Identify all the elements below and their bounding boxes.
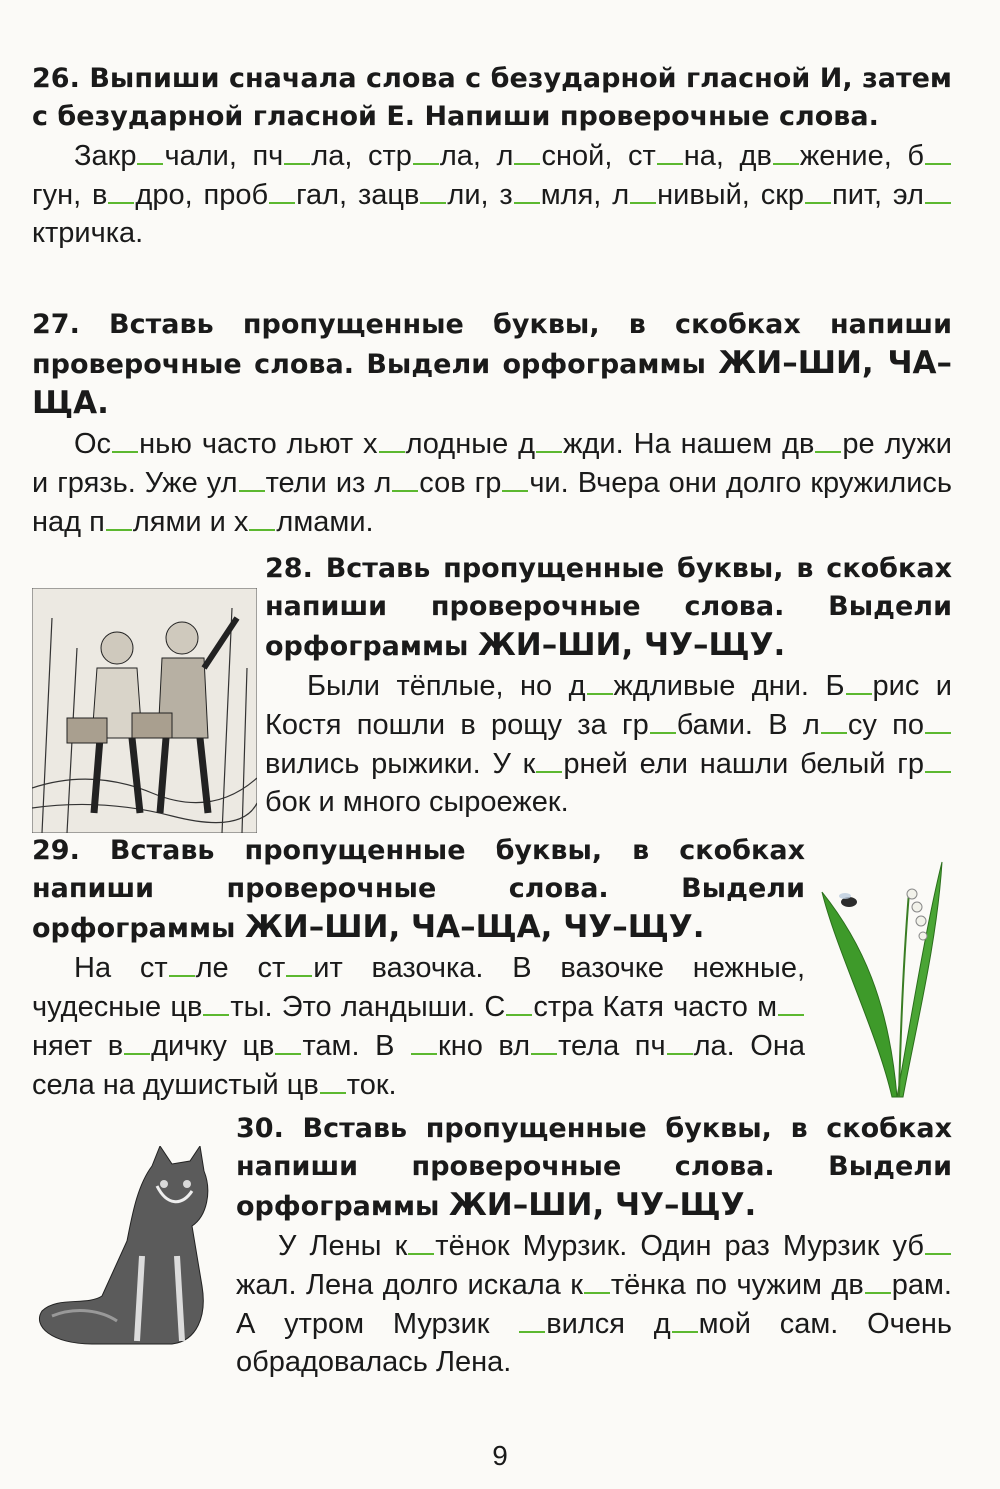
task-heading <box>32 60 952 136</box>
letter-gap <box>778 987 804 1016</box>
letter-gap <box>865 1265 891 1294</box>
lily-of-the-valley-picture <box>817 832 952 1102</box>
task-text: На ст ле ст ит вазочка. В вазочке нежные, чудесные цв ты. Это ландыши. С стра Катя часто мняет в дичку цв там. В кно вл тела пч ла. Она села на душистый цв ток. <box>32 948 952 1104</box>
letter-gap <box>506 987 532 1016</box>
letter-gap <box>925 136 951 165</box>
letter-gap <box>630 175 656 204</box>
task-27 <box>32 306 952 541</box>
letter-gap <box>392 463 418 492</box>
task-instruction: Вставь пропущенные буквы, в скобках напиши проверочные слова. Выдели орфограммы <box>265 553 953 662</box>
letter-gap <box>379 424 405 453</box>
letter-gap <box>815 424 841 453</box>
letter-gap <box>137 136 163 165</box>
letter-gap <box>502 463 528 492</box>
task-number: 28. <box>265 553 313 584</box>
task-26 <box>32 60 952 252</box>
letter-gap <box>514 175 540 204</box>
letter-gap <box>514 136 540 165</box>
letter-gap <box>249 502 275 531</box>
task-29 <box>32 832 952 1104</box>
task-instruction: Вставь пропущенные буквы, в скобках напиши проверочные слова. Выдели орфограммы <box>32 309 952 380</box>
letter-gap <box>320 1065 346 1094</box>
kitten-picture <box>32 1146 222 1346</box>
orthogram-label: ЖИ–ШИ, ЧА–ЩА. <box>32 345 953 421</box>
task-text: Ос нью часто льют х лодные д жди. На нашем дв ре лужи и грязь. Уже ул тели из л сов гр чи. Вчера они долго кружились над п лями и х лмами. <box>32 424 952 541</box>
task-text: Закр чали, пч ла, стр ла, л сной, ст на, дв жение, бгун, в дро, проб гал, зацв ли, з мля, л нивый, скр пит, элктричка. <box>32 136 952 252</box>
boys-picture <box>32 588 257 833</box>
letter-gap <box>275 1026 301 1055</box>
letter-gap <box>536 744 562 773</box>
letter-gap <box>925 744 951 773</box>
letter-gap <box>773 136 799 165</box>
letter-gap <box>408 1226 434 1255</box>
task-28-layout <box>32 550 952 833</box>
letter-gap <box>667 1026 693 1055</box>
letter-gap <box>411 1026 437 1055</box>
letter-gap <box>531 1026 557 1055</box>
letter-gap <box>420 175 446 204</box>
task-text: Были тёплые, но д ждливые дни. Б рис и Костя пошли в рощу за гр бами. В л су повились рыжики. У к рней ели нашли белый грбок и много сыроежек. <box>32 666 952 821</box>
letter-gap <box>650 705 676 734</box>
task-number: 30. <box>236 1113 284 1144</box>
letter-gap <box>239 463 265 492</box>
letter-gap <box>124 1026 150 1055</box>
orthogram-label: ЖИ–ШИ, ЧУ–ЩУ. <box>477 627 786 663</box>
task-number: 26. <box>32 63 80 94</box>
letter-gap <box>108 175 134 204</box>
letter-gap <box>413 136 439 165</box>
letter-gap <box>925 1226 951 1255</box>
letter-gap <box>284 136 310 165</box>
letter-gap <box>805 175 831 204</box>
task-number: 27. <box>32 309 80 340</box>
task-number: 29. <box>32 835 80 866</box>
letter-gap <box>821 705 847 734</box>
task-text: У Лены к тёнок Мурзик. Один раз Мурзик убжал. Лена долго искала к тёнка по чужим дв рам. А утром Мурзик вился д мой сам. Очень обрадовалась Лена. <box>32 1226 952 1381</box>
task-instruction: Вставь пропущенные буквы, в скобках напиши проверочные слова. Выдели орфограммы <box>32 835 805 944</box>
letter-gap <box>203 987 229 1016</box>
letter-gap <box>925 175 951 204</box>
task-heading <box>32 832 952 948</box>
letter-gap <box>169 948 195 977</box>
letter-gap <box>657 136 683 165</box>
letter-gap <box>536 424 562 453</box>
letter-gap <box>672 1304 698 1333</box>
letter-gap <box>112 424 138 453</box>
letter-gap <box>925 705 951 734</box>
letter-gap <box>106 502 132 531</box>
task-30 <box>32 1110 952 1381</box>
letter-gap <box>587 666 613 695</box>
orthogram-label: ЖИ–ШИ, ЧУ–ЩУ. <box>448 1187 757 1223</box>
task-heading <box>32 306 952 424</box>
task-instruction: Выпиши сначала слова с безударной гласной И, затем с безударной гласной Е. Напиши проверочные слова. <box>32 63 953 132</box>
letter-gap <box>519 1304 545 1333</box>
letter-gap <box>584 1265 610 1294</box>
letter-gap <box>286 948 312 977</box>
page-number: 9 <box>492 1440 508 1471</box>
letter-gap <box>846 666 872 695</box>
orthogram-label: ЖИ–ШИ, ЧА–ЩА, ЧУ–ЩУ. <box>244 909 705 945</box>
letter-gap <box>269 175 295 204</box>
task-instruction: Вставь пропущенные буквы, в скобках напиши проверочные слова. Выдели орфограммы <box>236 1113 952 1222</box>
